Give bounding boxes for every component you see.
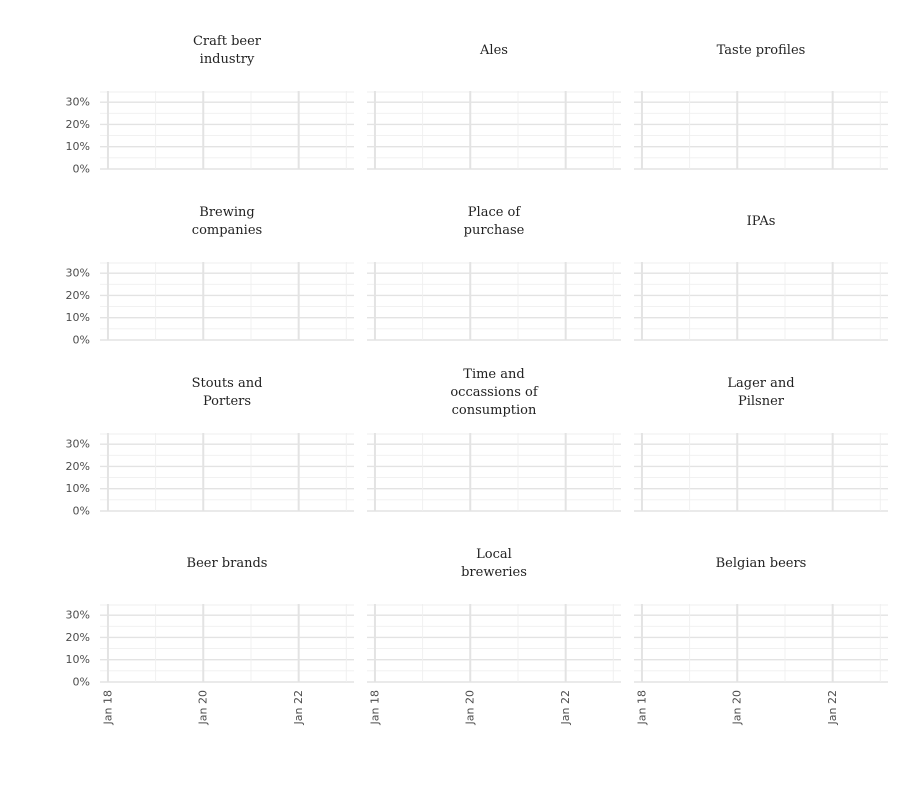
- facet-title: [464, 205, 525, 238]
- facet-title-line: Craft beer: [192, 33, 262, 49]
- facet-panel: [66, 556, 354, 726]
- facet-title-line: Pilsner: [737, 393, 785, 409]
- facet-title-line: companies: [191, 222, 263, 238]
- x-tick-label: Jan 22: [292, 690, 306, 725]
- x-tick-label: Jan 20: [730, 690, 744, 725]
- facet-title-line: Taste profiles: [716, 42, 806, 58]
- y-tick-label: 20%: [65, 117, 90, 131]
- facet-panel: [66, 205, 354, 347]
- facet-panel: [66, 376, 354, 518]
- y-tick-label: 10%: [65, 482, 90, 496]
- y-tick-label: 30%: [65, 266, 90, 280]
- facet-panel: [634, 43, 888, 170]
- y-tick-label: 30%: [65, 95, 90, 109]
- facet-title-line: Local: [476, 546, 512, 562]
- facet-title: [716, 556, 807, 571]
- facet-title-line: occassions of: [450, 384, 538, 400]
- y-tick-label: 10%: [65, 140, 90, 154]
- x-tick-label: Jan 18: [368, 690, 382, 725]
- y-tick-label: 20%: [65, 459, 90, 473]
- facet-title-line: IPAs: [746, 213, 776, 229]
- facet-panel: [66, 34, 354, 176]
- y-tick-label: 30%: [65, 608, 90, 622]
- facet-title-line: Stouts and: [191, 375, 263, 391]
- facet-title: [727, 376, 794, 409]
- facet-panel: [367, 367, 621, 512]
- facet-title-line: Beer brands: [186, 555, 268, 571]
- facet-title: [461, 547, 527, 580]
- y-tick-label: 0%: [72, 333, 90, 347]
- facet-panel: [367, 43, 621, 170]
- y-tick-label: 20%: [65, 630, 90, 644]
- x-tick-label: Jan 20: [196, 690, 210, 725]
- y-tick-label: 10%: [65, 311, 90, 325]
- x-tick-label: Jan 18: [635, 690, 649, 725]
- y-tick-label: 10%: [65, 653, 90, 667]
- facet-title-line: Place of: [467, 204, 521, 220]
- y-tick-label: 0%: [72, 504, 90, 518]
- facet-title: [187, 556, 268, 571]
- facet-title-line: Ales: [480, 42, 508, 58]
- x-tick-label: Jan 22: [826, 690, 840, 725]
- y-tick-label: 20%: [65, 288, 90, 302]
- facet-panel: [367, 205, 621, 341]
- facet-panel: [634, 214, 888, 341]
- facet-title-line: Lager and: [727, 375, 795, 391]
- x-tick-label: Jan 22: [559, 690, 573, 725]
- facet-title-line: breweries: [461, 564, 527, 580]
- facet-title: [479, 43, 508, 58]
- facet-title-line: Porters: [202, 393, 252, 409]
- facet-title-line: purchase: [463, 222, 525, 238]
- facet-title: [717, 43, 806, 58]
- facet-title: [192, 376, 263, 409]
- facet-panel: [634, 556, 888, 726]
- facet-title: [192, 205, 262, 238]
- facet-title: [193, 34, 262, 67]
- facet-title-line: Belgian beers: [715, 555, 807, 571]
- facet-panel: [367, 547, 621, 726]
- facet-title-line: Time and: [463, 366, 525, 382]
- facet-title-line: Brewing: [199, 204, 255, 220]
- y-tick-label: 30%: [65, 437, 90, 451]
- x-tick-label: Jan 18: [101, 690, 115, 725]
- facet-title-line: consumption: [451, 402, 537, 418]
- y-tick-label: 0%: [72, 675, 90, 689]
- x-tick-label: Jan 20: [463, 690, 477, 725]
- facet-panel: [634, 376, 888, 512]
- facet-title: [450, 367, 538, 418]
- facet-title: [747, 214, 776, 229]
- y-tick-label: 0%: [72, 162, 90, 176]
- facet-title-line: industry: [199, 51, 255, 67]
